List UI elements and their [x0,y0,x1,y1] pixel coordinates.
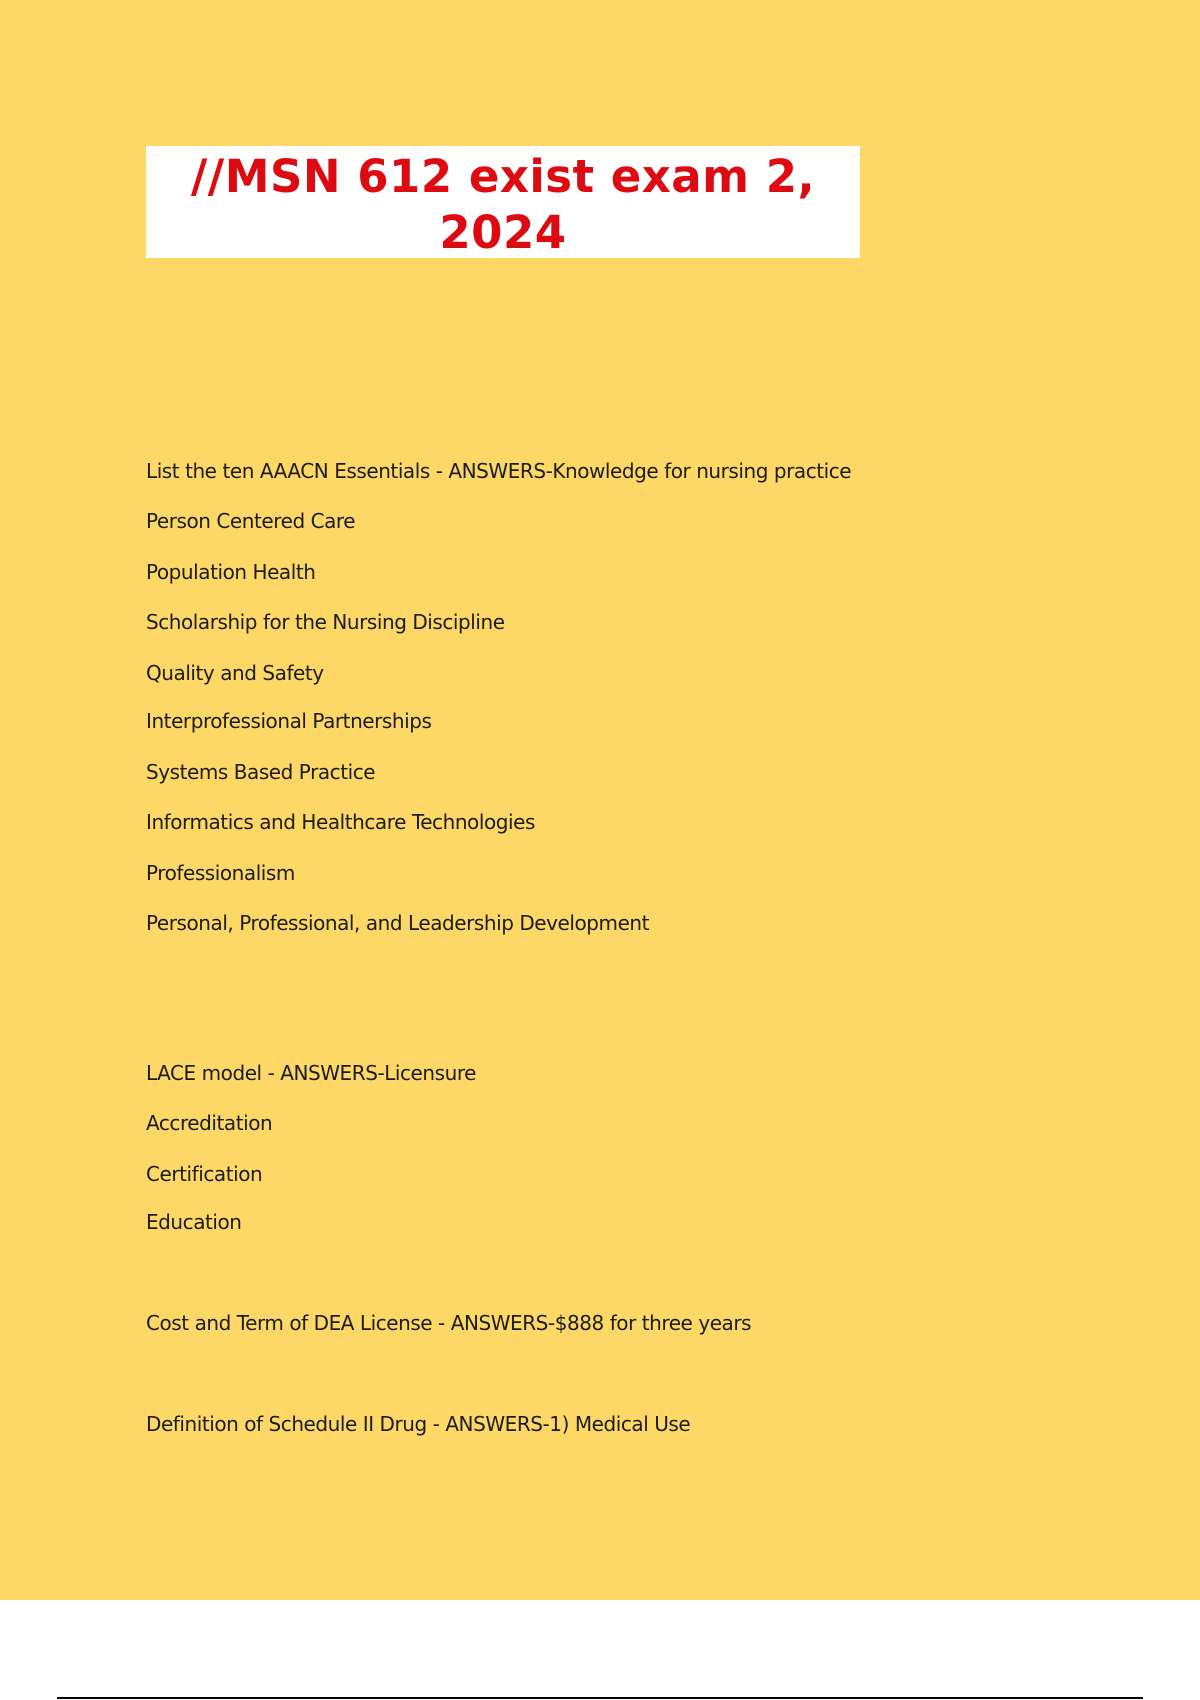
question-dea-license: Cost and Term of DEA License - ANSWERS-$888 for three years [146,1311,752,1335]
answer-item: Education [146,1210,242,1234]
document-title: //MSN 612 exist exam 2, 2024 [190,150,816,259]
answer-item: Systems Based Practice [146,760,376,784]
question-aaacn-essentials: List the ten AAACN Essentials - ANSWERS-Knowledge for nursing practice [146,459,852,483]
answer-item: Professionalism [146,861,295,885]
title-box [146,146,860,258]
footer-divider [57,1697,1143,1699]
question-lace-model: LACE model - ANSWERS-Licensure [146,1061,477,1085]
answer-item: Population Health [146,560,316,584]
answer-item: Scholarship for the Nursing Discipline [146,610,505,634]
answer-item: Interprofessional Partnerships [146,709,432,733]
question-schedule-ii-drug: Definition of Schedule II Drug - ANSWERS-1) Medical Use [146,1412,691,1436]
answer-item: Certification [146,1162,263,1186]
answer-item: Person Centered Care [146,509,356,533]
answer-item: Quality and Safety [146,661,324,685]
answer-item: Personal, Professional, and Leadership Development [146,911,650,935]
answer-item: Informatics and Healthcare Technologies [146,810,535,834]
answer-item: Accreditation [146,1111,273,1135]
